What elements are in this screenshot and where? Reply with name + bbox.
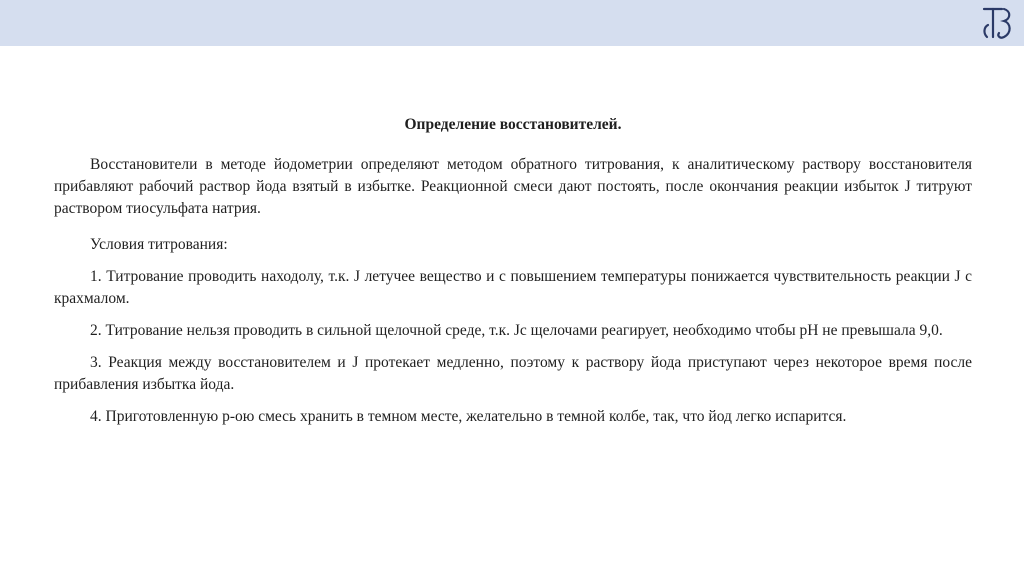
header-band bbox=[0, 0, 1024, 46]
slide-title: Определение восстановителей. bbox=[404, 116, 622, 133]
intro-paragraph: Восстановители в методе йодометрии определяют методом обратного титрования, к аналитическому раствору восстановителя прибавляют рабочий раствор йода взятый в избытке. Реакционной смеси дают постоять, после окончания реакции избыток J титруют раствором тиосульфата натрия. bbox=[54, 156, 972, 217]
condition-item: 2. Титрование нельзя проводить в сильной щелочной среде, т.к. Jс щелочами реагирует, необходимо чтобы pH не превышала 9,0. bbox=[90, 322, 943, 339]
conditions-heading: Условия титрования: bbox=[90, 236, 228, 253]
condition-item: 3. Реакция между восстановителем и J протекает медленно, поэтому к раствору йода приступают через некоторое время после прибавления избытка йода. bbox=[54, 354, 972, 393]
condition-item: 4. Приготовленную р-ою смесь хранить в темном месте, желательно в темной колбе, так, что йод легко испарится. bbox=[90, 408, 847, 425]
university-monogram-icon bbox=[978, 3, 1016, 43]
condition-item: 1. Титрование проводить нaходолу, т.к. J летучее вещество и с повышением температуры понижается чувствительность реакции J с крахмалом. bbox=[54, 268, 972, 307]
slide-content bbox=[54, 104, 972, 438]
